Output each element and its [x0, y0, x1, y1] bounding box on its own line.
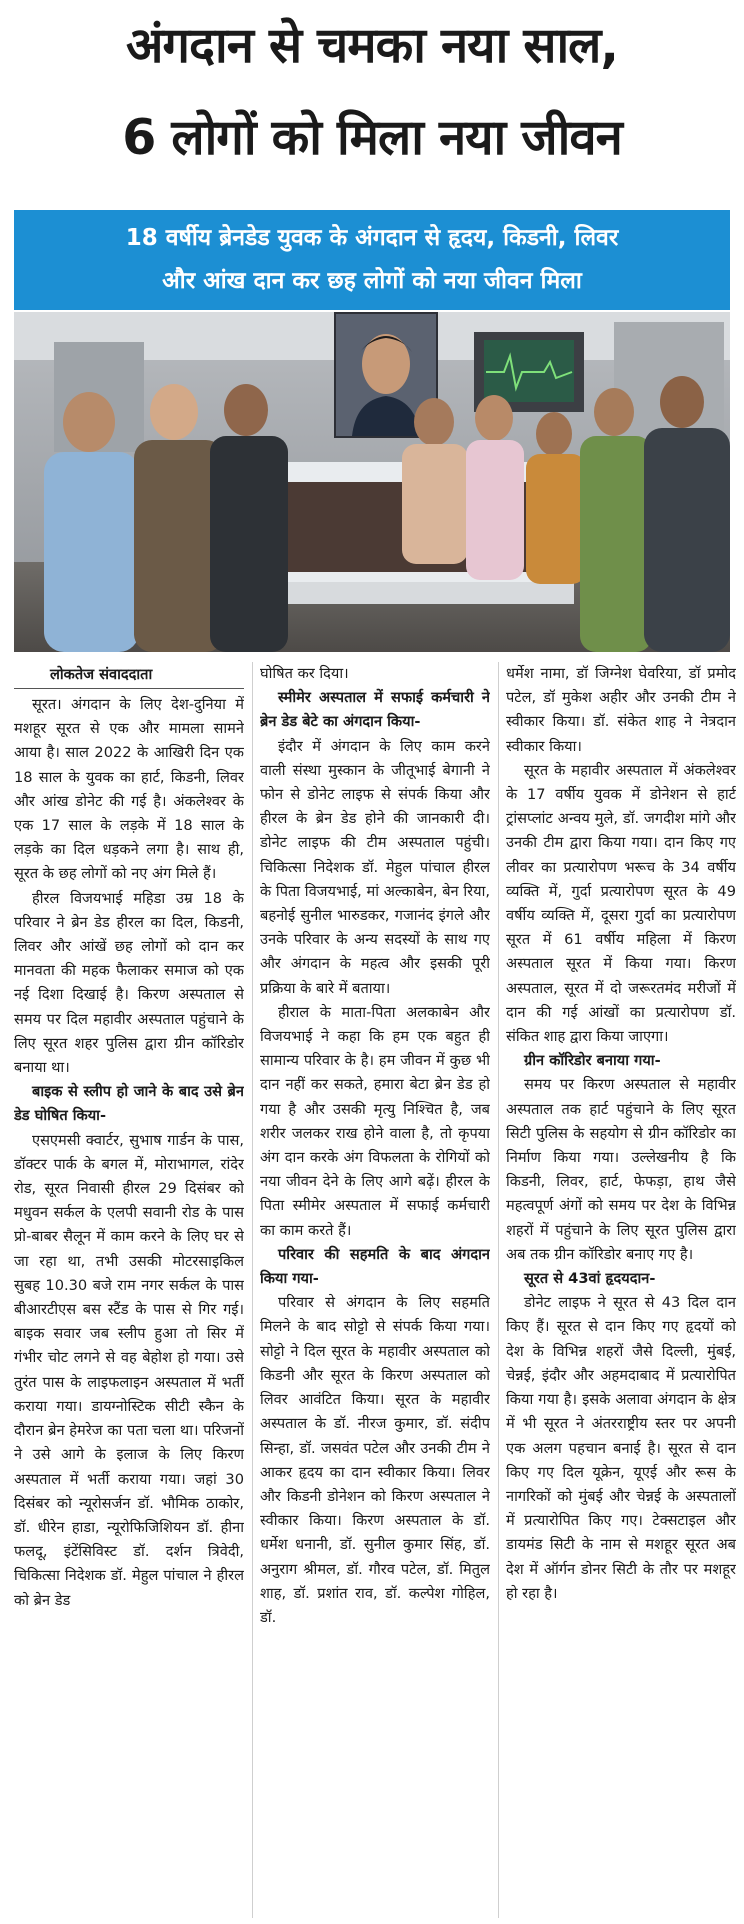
article-body: [14, 662, 736, 1918]
paragraph: घोषित कर दिया।: [260, 665, 349, 682]
headline-line-1: अंगदान से चमका नया साल,: [126, 17, 618, 74]
paragraph: हीरल विजयभाई महिडा उम्र 18 के परिवार ने ब्रेन डेड हीरल का दिल, किडनी, लिवर और आंखें छह लोगों को दान कर मानवता की महक फैलाकर समाज को एक नई दिशा दिखाई है। किरण अस्पताल से समय पर दिल महावीर अस्पताल पहुंचाने के लिए सूरत शहर पुलिस द्वारा ग्रीन कॉरिडोर बनाया था।: [14, 889, 244, 1077]
subheading: बाइक से स्लीप हो जाने के बाद उसे ब्रेन डेड घोषित किया-: [14, 1083, 244, 1125]
paragraph: एसएमसी क्वार्टर, सुभाष गार्डन के पास, डॉक्टर पार्क के बगल में, मोराभागल, रांदेर रोड, सूरत निवासी हीरल 29 दिसंबर को मधुवन सर्कल के एलपी सवानी रोड के पास प्रो-बाबर सैलून में काम करने के लिए घर से जा रहा था, तभी उसकी मोटरसाइकिल सुबह 10.30 बजे राम नगर सर्कल के पास बीआरटीएस बस स्टैंड के पास से गिर गई। बाइक सवार जब स्लीप हुआ तो सिर में गंभीर चोट लगने से वह बेहोश हो गया। उसे तुरंत पास के लाइफलाइन अस्पताल में भर्ती कराया गया। डायग्नोस्टिक सीटी स्कैन के दौरान ब्रेन हेमरेज का पता चला था। परिजनों ने उसे आगे के इलाज के लिए किरण अस्पताल में भर्ती कराया गया। जहां 30 दिसंबर को न्यूरोसर्जन डॉ. भौमिक ठाकोर, डॉ. धीरेन हाडा, न्यूरोफिजिशियन डॉ. हीना फलदू, इंटेंसिविस्ट डॉ. दर्शन त्रिवेदी, चिकित्सा निदेशक डॉ. मेहुल पांचाल ने हीरल को ब्रेन डेड: [14, 1131, 244, 1609]
paragraph: सूरत। अंगदान के लिए देश-दुनिया में मशहूर सूरत से एक और मामला सामने आया है। साल 2022 के आखिरी दिन एक 18 साल के युवक का हार्ट, किडनी, लिवर और आंख डोनेट की गई है। अंकलेश्वर के एक 17 साल के लड़के में 18 साल के लड़के का दिल धड़कने लगा है। साथ ही, सूरत के छह लोगों को नए अंग मिले हैं।: [14, 696, 244, 883]
paragraph: समय पर किरण अस्पताल से महावीर अस्पताल तक हार्ट पहुंचाने के लिए सूरत सिटी पुलिस के सहयोग से ग्रीन कॉरिडोर का निर्माण किया गया। उल्लेखनीय है कि किडनी, लिवर, हार्ट, फेफड़ा, हाथ जैसे महत्वपूर्ण अंगों को समय पर देश के विभिन्न शहरों में पहुंचाने के लिए सूरत पुलिस द्वारा अब तक ग्रीन कॉरिडोर बनाए गए है।: [506, 1076, 736, 1263]
subheading: परिवार की सहमति के बाद अंगदान किया गया-: [260, 1245, 490, 1288]
headline: [0, 0, 744, 205]
paragraph: परिवार से अंगदान के लिए सहमति मिलने के बाद सोट्टो से संपर्क किया गया। सोट्टो ने दिल सूरत के महावीर अस्पताल को किडनी और सूरत के किरण अस्पताल को लिवर आवंटित किया। सूरत के महावीर अस्पताल के डॉ. नीरज कुमार, डॉ. संदीप सिन्हा, डॉ. जसवंत पटेल और उनकी टीम ने आकर हृदय का दान स्वीकार किया। लिवर और किडनी डोनेशन को किरण अस्पताल ने स्वीकार किया। किरण अस्पताल के डॉ. धर्मेश धनानी, डॉ. सुनील कुमार सिंह, डॉ. अनुराग श्रीमल, डॉ. गौरव पटेल, डॉ. मितुल शाह, डॉ. प्रशांत राव, डॉ. कल्पेश गोहिल, डॉ.: [260, 1294, 490, 1626]
paragraph: धर्मेश नामा, डॉ जिग्नेश घेवरिया, डॉ प्रमोद पटेल, डॉ मुकेश अहीर और उनकी टीम ने स्वीकार किया। डॉ. संकेत शाह ने नेत्रदान स्वीकार किया।: [506, 665, 736, 755]
column-rule: [252, 662, 253, 1918]
hospital-photo-illustration: [14, 312, 730, 652]
deck-banner: [14, 210, 730, 310]
article-column-2: [260, 662, 490, 1918]
column-rule: [498, 662, 499, 1918]
subheading: स्मीमेर अस्पताल में सफाई कर्मचारी ने ब्रेन डेड बेटे का अंगदान किया-: [260, 689, 490, 731]
paragraph: हीराल के माता-पिता अलकाबेन और विजयभाई ने कहा कि हम एक बहुत ही सामान्य परिवार के है। हम जीवन में कुछ भी दान नहीं कर सकते, हमारा बेटा ब्रेन डेड हो गया है और उसकी मृत्यु निश्चित है, जब शरीर जलकर राख होने वाला है, तो कृपया अंग दान करके अंग विफलता के रोगियों को नया जीवन देने के लिए आगे बढ़ें। हीरल के पिता स्मीमेर अस्पताल में सफाई कर्मचारी का काम करते हैं।: [260, 1003, 490, 1239]
subheading: सूरत से 43वां हृदयदान-: [524, 1270, 656, 1288]
headline-line-2: 6 लोगों को मिला नया जीवन: [122, 109, 622, 166]
subheading: ग्रीन कॉरिडोर बनाया गया-: [524, 1052, 661, 1070]
paragraph: डोनेट लाइफ ने सूरत से 43 दिल दान किए हैं। सूरत से दान किए गए हृदयों को देश के विभिन्न शहरों जैसे दिल्ली, मुंबई, चेन्नई, इंदौर और अहमदाबाद में प्रत्यारोपित किया गया है। इसके अलावा अंगदान के क्षेत्र में भी सूरत ने अंतरराष्ट्रीय स्तर पर अपनी एक अलग पहचान बनाई है। सूरत से दान किए गए दिल यूक्रेन, यूएई और रूस के नागरिकों को मुंबई और चेन्नई के अस्पतालों में प्रत्यारोपित किए गए। टेक्सटाइल और डायमंड सिटी के नाम से मशहूर सूरत अब देश में ऑर्गन डोनर सिटी के तौर पर मशहूर हो रहा है।: [506, 1294, 736, 1602]
paragraph: इंदौर में अंगदान के लिए काम करने वाली संस्था मुस्कान के जीतूभाई बेगानी ने फोन से डोनेट लाइफ से संपर्क किया और हीरल के ब्रेन डेड होने की जानकारी दी। डोनेट लाइफ की टीम अस्पताल पहुंची। चिकित्सा निदेशक डॉ. मेहुल पांचाल हीरल के पिता विजयभाई, मां अल्काबेन, बेन रिया, बहनोई सुनील भारुडकर, गजानंद इंगले और उनके परिवार के अन्य सदस्यों के साथ गए और अंगदान के महत्व और इसकी पूरी प्रक्रिया के बारे में बताया।: [260, 737, 490, 997]
paragraph: सूरत के महावीर अस्पताल में अंकलेश्वर के 17 वर्षीय युवक में डोनेशन से हार्ट ट्रांसप्लांट अन्वय मुले, डॉ. जगदीश मांगे और उनकी टीम द्वारा किया गया। दान किए गए लीवर का प्रत्यारोपण भरूच के 34 वर्षीय व्यक्ति में, गुर्दा प्रत्यारोपण सूरत के 49 वर्षीय व्यक्ति में, दूसरा गुर्दा का प्रत्यारोपण सूरत में 61 वर्षीय महिला में किरण अस्पताल सूरत में किया गया। किरण अस्पताल, सूरत में दो जरूरतमंद मरीजों में दान की गई आंखों का प्रत्यारोपण डॉ. संकित शाह द्वारा किया जाएगा।: [506, 761, 736, 1046]
article-column-1: [14, 662, 244, 1918]
byline: लोकतेज संवाददाता: [14, 662, 244, 689]
article-column-3: [506, 662, 736, 1918]
deck-line-1: 18 वर्षीय ब्रेनडेड युवक के अंगदान से हृदय, किडनी, लिवर: [125, 225, 619, 251]
deck-line-2: और आंख दान कर छह लोगों को नया जीवन मिला: [162, 268, 582, 294]
hospital-photo: [14, 312, 730, 652]
